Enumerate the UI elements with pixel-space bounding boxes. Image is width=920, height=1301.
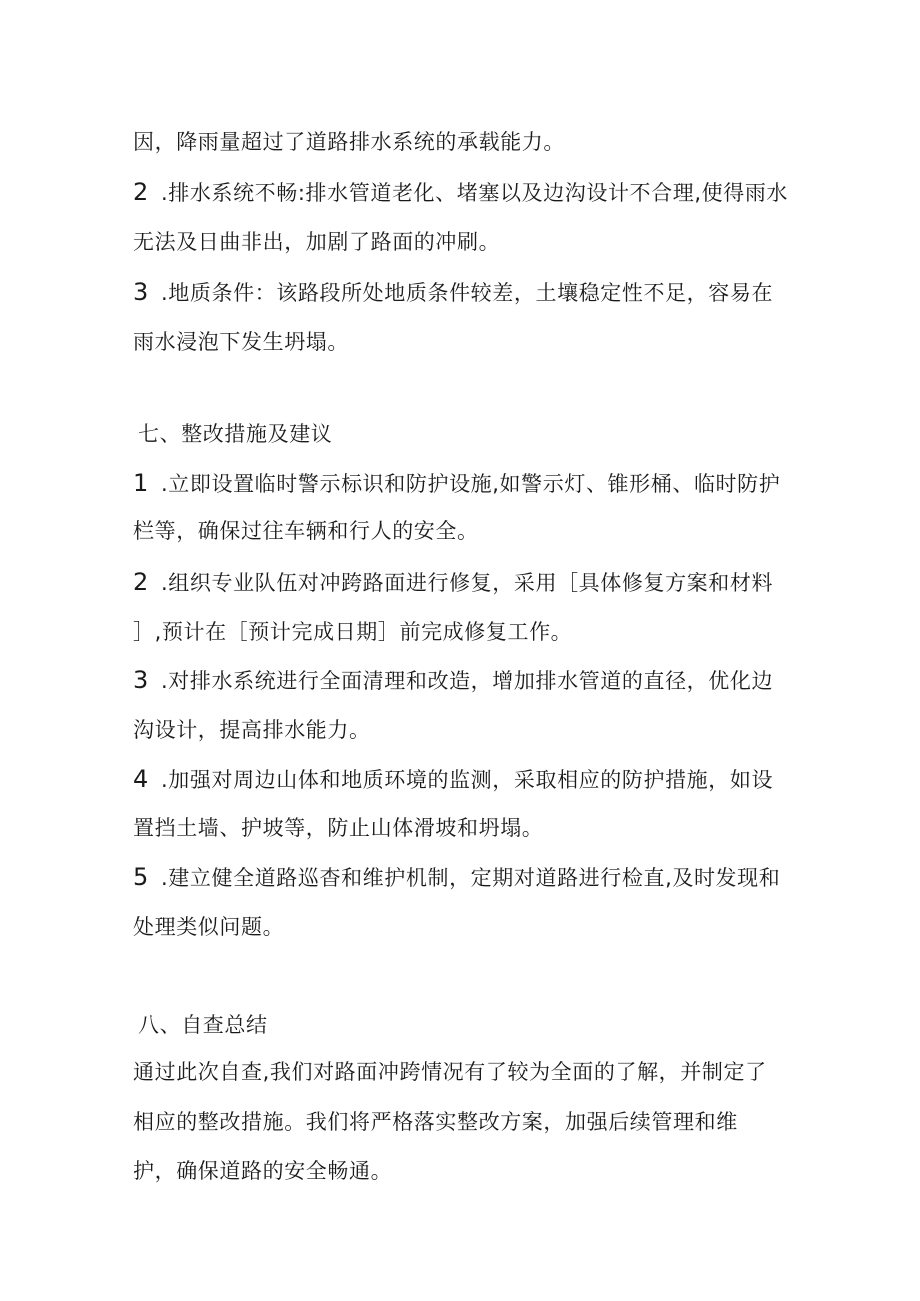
list-number: 1 (133, 469, 149, 497)
list-number: 5 (133, 863, 149, 891)
list-item-3-line-1 (133, 666, 773, 695)
list-item-2-line-1 (133, 568, 773, 597)
list-number: 2 (133, 178, 149, 206)
list-number: 3 (133, 278, 149, 306)
list-number: 4 (133, 765, 149, 793)
list-item-1-line-2: 栏等，确保过往车辆和行人的安全。 (133, 519, 479, 543)
list-item-2-line-2: 无法及日曲非出，加剧了路面的冲刷。 (133, 230, 501, 254)
paragraph-line: 相应的整改措施。我们将严格落实整改方案，加强后续管理和维 (133, 1110, 738, 1134)
list-text: .排水系统不畅:排水管道老化、堵塞以及边沟设计不合理,使得雨水 (161, 181, 789, 205)
list-item-1-line-1 (133, 469, 780, 498)
list-text: .对排水系统进行全面清理和改造，增加排水管道的直径，优化边 (161, 669, 774, 693)
list-item-3-line-2: 雨水浸泡下发生坍塌。 (133, 330, 349, 354)
section-heading-7: 七、整改措施及建议 (138, 422, 333, 446)
list-text: .建立健全道路巡杳和维护机制，定期对道路进行检直,及时发现和 (161, 866, 781, 890)
list-number: 2 (133, 568, 149, 596)
list-item-2-line-2: ］,预计在［预计完成日期］前完成修复工作。 (133, 620, 573, 644)
list-item-3-line-2: 沟设计，提高排水能力。 (133, 718, 371, 742)
list-item-5-line-1 (133, 863, 780, 892)
section-heading-8: 八、自查总结 (138, 1013, 268, 1037)
list-item-4-line-1 (133, 765, 773, 794)
list-text: .立即设置临时警示标识和防护设施,如警示灯、锥形桶、临时防护 (161, 472, 781, 496)
paragraph-line: 通过此次自查,我们对路面冲跨情况有了较为全面的了解，并制定了 (133, 1060, 767, 1084)
paragraph-line: 因，降雨量超过了道路排水系统的承载能力。 (133, 130, 565, 154)
paragraph-line: 护，确保道路的安全畅通。 (133, 1159, 393, 1183)
list-item-5-line-2: 处理类似问题。 (133, 915, 285, 939)
list-item-3-line-1 (133, 278, 773, 307)
list-item-2-line-1 (133, 178, 788, 207)
list-text: .加强对周边山体和地质环境的监测，采取相应的防护措施，如设 (161, 768, 774, 792)
list-number: 3 (133, 666, 149, 694)
list-text: .组织专业队伍对冲跨路面进行修复，采用［具体修复方案和材料 (161, 571, 774, 595)
list-text: .地质条件：该路段所处地质条件较差，土壤稳定性不足，容易在 (161, 281, 774, 305)
list-item-4-line-2: 置挡土墙、护坡等，防止山体滑坡和坍塌。 (133, 816, 544, 840)
